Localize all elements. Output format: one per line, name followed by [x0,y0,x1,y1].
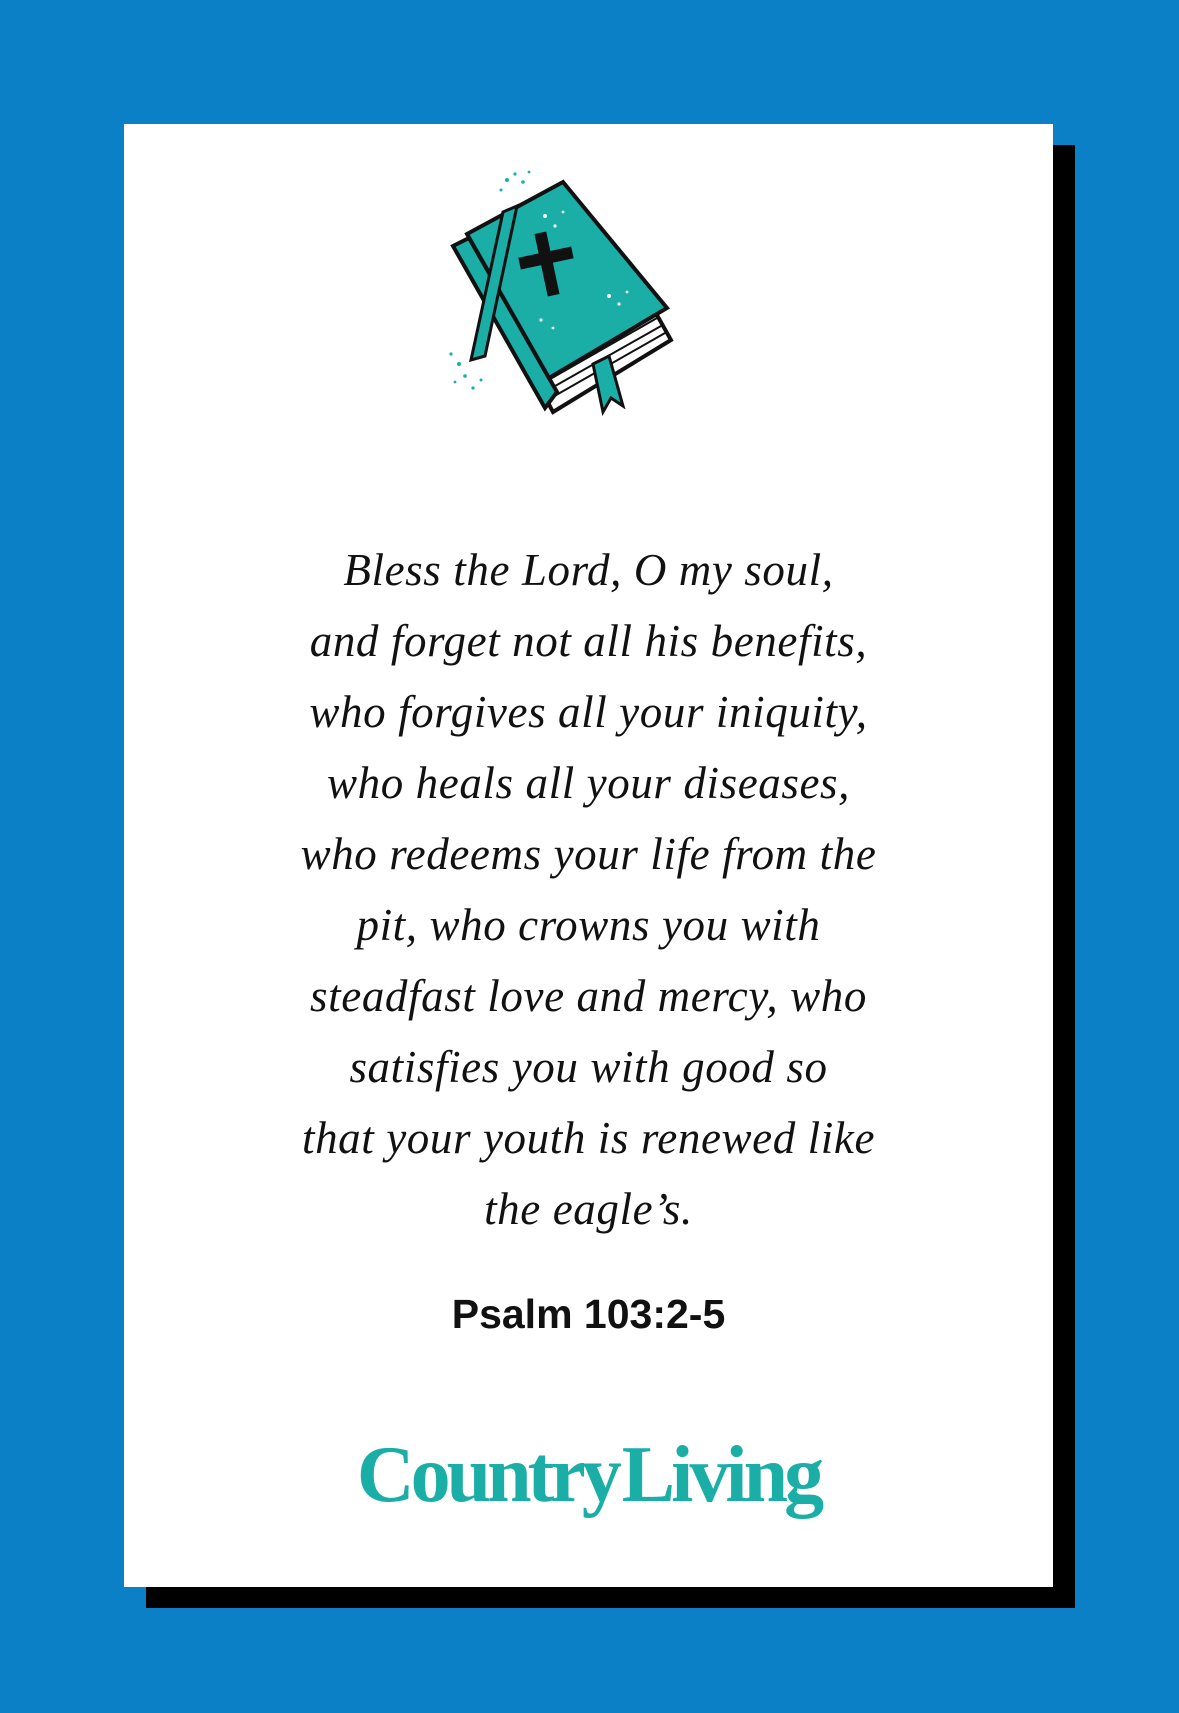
verse-line: that your youth is renewed like [301,1113,876,1163]
verse-line: satisfies you with good so [349,1042,828,1092]
verse-reference: Psalm 103:2-5 [451,1291,726,1337]
verse-line: the eagle’s. [484,1184,693,1234]
verse-line: who heals all your diseases, [326,758,851,808]
verse-line: Bless the Lord, O my soul, [343,545,834,595]
verse-line: and forget not all his benefits, [309,616,868,666]
verse-line: who forgives all your iniquity, [309,687,868,737]
verse-line: pit, who crowns you with [356,900,821,950]
brand-logo-word: Country [356,1431,618,1519]
bible-with-cross-icon [445,168,725,458]
verse-text [124,535,1053,1245]
verse-line: steadfast love and mercy, who [310,971,867,1021]
verse-line: who redeems your life from the [300,829,877,879]
brand-logo [124,1425,1053,1525]
brand-logo-word: Living [621,1431,821,1519]
